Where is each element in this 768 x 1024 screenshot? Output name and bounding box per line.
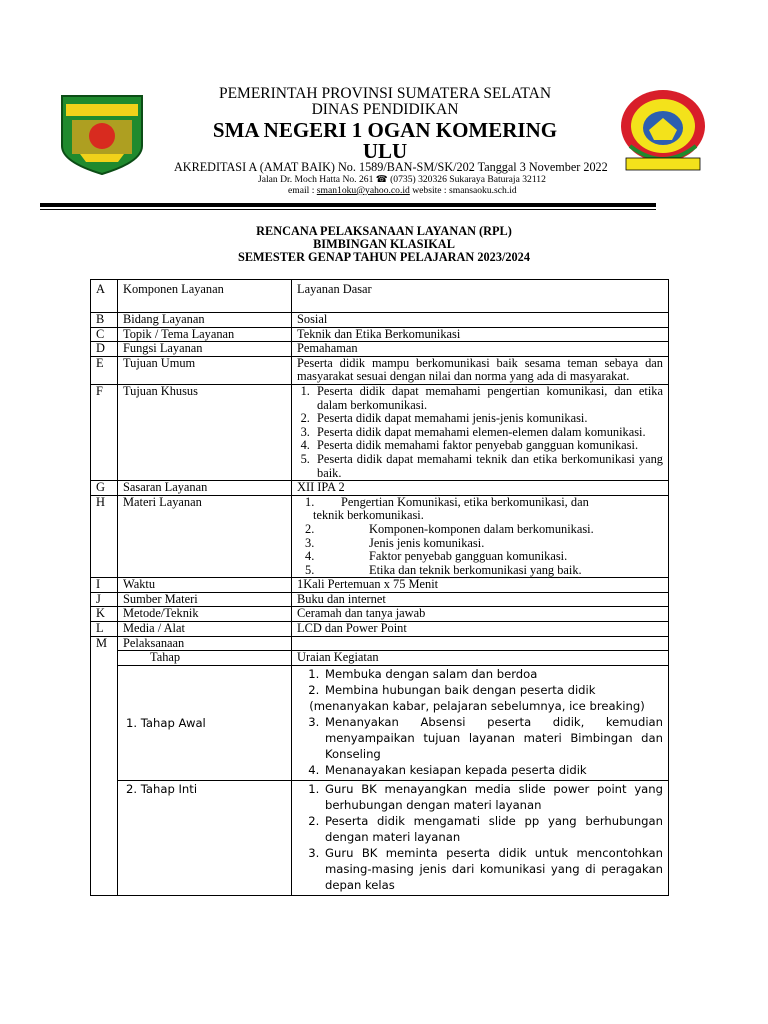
row-value: Sosial [292, 313, 669, 328]
row-value: LCD dan Power Point [292, 622, 669, 637]
website-text: website : smansaoku.sch.id [409, 185, 517, 196]
table-row [91, 651, 669, 666]
table-row [91, 495, 669, 578]
list-item: 2. Peserta didik mengamati slide pp yang berhubungan dengan materi layanan [323, 813, 663, 845]
header-rule-thin [40, 209, 656, 210]
list-item-cont: teknik berkomunikasi. [313, 508, 424, 523]
row-label: Pelaksanaan [118, 636, 292, 651]
email-label: email : [288, 185, 317, 196]
list-item [297, 523, 663, 537]
row-value [292, 636, 669, 651]
row-label: Fungsi Layanan [118, 342, 292, 357]
list-item [297, 564, 663, 578]
row-label: Tujuan Khusus [118, 384, 292, 480]
table-row [91, 313, 669, 328]
table-row [91, 665, 669, 780]
list-item: 1. Guru BK menayangkan media slide power point yang berhubungan dengan materi layanan [323, 781, 663, 813]
row-value: Pemahaman [292, 342, 669, 357]
list-item: 4. Menanayakan kesiapan kepada peserta didik [323, 762, 663, 778]
row-label: Komponen Layanan [118, 280, 292, 313]
list-text: Jenis jenis komunikasi. [369, 535, 485, 550]
row-value: XII IPA 2 [292, 481, 669, 496]
stage-label: 2. Tahap Inti [118, 780, 292, 895]
province-logo [58, 92, 146, 176]
row-label: Materi Layanan [118, 495, 292, 578]
row-code: A [91, 280, 118, 313]
row-value: Ceramah dan tanya jawab [292, 607, 669, 622]
row-value: Teknik dan Etika Berkomunikasi [292, 327, 669, 342]
document-title: RENCANA PELAKSANAAN LAYANAN (RPL) [256, 224, 512, 238]
table-row [91, 327, 669, 342]
column-header-uraian: Uraian Kegiatan [292, 651, 669, 666]
row-code: J [91, 592, 118, 607]
row-label: Tujuan Umum [118, 356, 292, 384]
row-code: G [91, 481, 118, 496]
row-value: Peserta didik mampu berkomunikasi baik sesama teman sebaya dan masyarakat sesuai dengan nilai dan norma yang ada di masyarakat. [292, 356, 669, 384]
list-item [297, 537, 663, 551]
list-item: 4. Peserta didik memahami faktor penyebab gangguan komunikasi. [313, 439, 663, 453]
stage-activities [292, 665, 669, 780]
list-text: Komponen-komponen dalam berkomunikasi. [369, 521, 594, 536]
row-code: K [91, 607, 118, 622]
row-label: Sasaran Layanan [118, 481, 292, 496]
row-code: F [91, 384, 118, 480]
row-label: Waktu [118, 578, 292, 593]
rpl-table [90, 279, 669, 896]
list-text: Etika dan teknik berkomunikasi yang baik. [369, 562, 582, 577]
list-item-note: (menanyakan kabar, pelajaran sebelumnya, ice breaking) [309, 698, 645, 713]
column-header-tahap: Tahap [118, 651, 292, 666]
email-link[interactable]: sman1oku@yahoo.co.id [316, 185, 410, 196]
header-government: PEMERINTAH PROVINSI SUMATERA SELATAN [218, 85, 552, 102]
header-contact [288, 185, 517, 196]
table-row [91, 592, 669, 607]
list-text: Pengertian Komunikasi, etika berkomunikasi, dan [341, 494, 589, 509]
row-code: H [91, 495, 118, 578]
row-code: M [91, 636, 118, 895]
row-label: Sumber Materi [118, 592, 292, 607]
table-row [91, 356, 669, 384]
header-address: Jalan Dr. Moch Hatta No. 261 ☎ (0735) 320326 Sukaraya Baturaja 32112 [258, 174, 546, 185]
list-number: 5. [305, 562, 315, 577]
header-school-name: SMA NEGERI 1 OGAN KOMERING [212, 118, 558, 142]
list-item [297, 550, 663, 564]
table-row [91, 636, 669, 651]
row-code: I [91, 578, 118, 593]
list-item: 5. Peserta didik dapat memahami teknik dan etika berkomunikasi yang baik. [313, 453, 663, 480]
table-row [91, 578, 669, 593]
row-value: 1Kali Pertemuan x 75 Menit [292, 578, 669, 593]
list-item: 3. Guru BK meminta peserta didik untuk mencontohkan masing-masing jenis dari komunikasi yang di peragakan depan kelas [323, 845, 663, 893]
header-accreditation: AKREDITASI A (AMAT BAIK) No. 1589/BAN-SM/SK/202 Tanggal 3 November 2022 [174, 160, 608, 174]
list-number: 1. [305, 494, 315, 509]
list-item: 1. Peserta didik dapat memahami pengertian komunikasi, dan etika dalam berkomunikasi. [313, 385, 663, 412]
row-label: Media / Alat [118, 622, 292, 637]
row-value: Buku dan internet [292, 592, 669, 607]
table-row [91, 622, 669, 637]
table-row [91, 280, 669, 313]
row-label: Topik / Tema Layanan [118, 327, 292, 342]
table-row [91, 481, 669, 496]
list-item: 2. Membina hubungan baik dengan peserta didik [323, 682, 663, 698]
table-row [91, 342, 669, 357]
list-item [297, 496, 663, 510]
document-subtitle: BIMBINGAN KLASIKAL [313, 237, 455, 251]
row-value: Layanan Dasar [292, 280, 669, 313]
table-row [91, 384, 669, 480]
list-text: Faktor penyebab gangguan komunikasi. [369, 549, 568, 564]
list-number: 3. [305, 535, 315, 550]
row-label: Metode/Teknik [118, 607, 292, 622]
row-value [292, 384, 669, 480]
table-row [91, 780, 669, 895]
list-item: 3. Peserta didik dapat memahami elemen-elemen dalam komunikasi. [313, 426, 663, 440]
header-school-name-cont: ULU [362, 139, 408, 163]
header-rule-thick [40, 203, 656, 207]
list-item: 1. Membuka dengan salam dan berdoa [323, 666, 663, 682]
header-department: DINAS PENDIDIKAN [311, 101, 459, 118]
document-semester: SEMESTER GENAP TAHUN PELAJARAN 2023/2024 [238, 250, 530, 264]
table-row [91, 607, 669, 622]
list-number: 4. [305, 549, 315, 564]
row-value [292, 495, 669, 578]
list-item: 2. Peserta didik dapat memahami jenis-jenis komunikasi. [313, 412, 663, 426]
row-code: E [91, 356, 118, 384]
stage-label: 1. Tahap Awal [118, 665, 292, 780]
row-label: Bidang Layanan [118, 313, 292, 328]
row-code: C [91, 327, 118, 342]
row-code: B [91, 313, 118, 328]
stage-activities [292, 780, 669, 895]
row-code: L [91, 622, 118, 637]
list-number: 2. [305, 521, 315, 536]
school-logo [616, 88, 710, 178]
list-item: 3. Menanyakan Absensi peserta didik, kemudian menyampaikan tujuan layanan materi Bimbingan dan Konseling [323, 714, 663, 762]
row-code: D [91, 342, 118, 357]
